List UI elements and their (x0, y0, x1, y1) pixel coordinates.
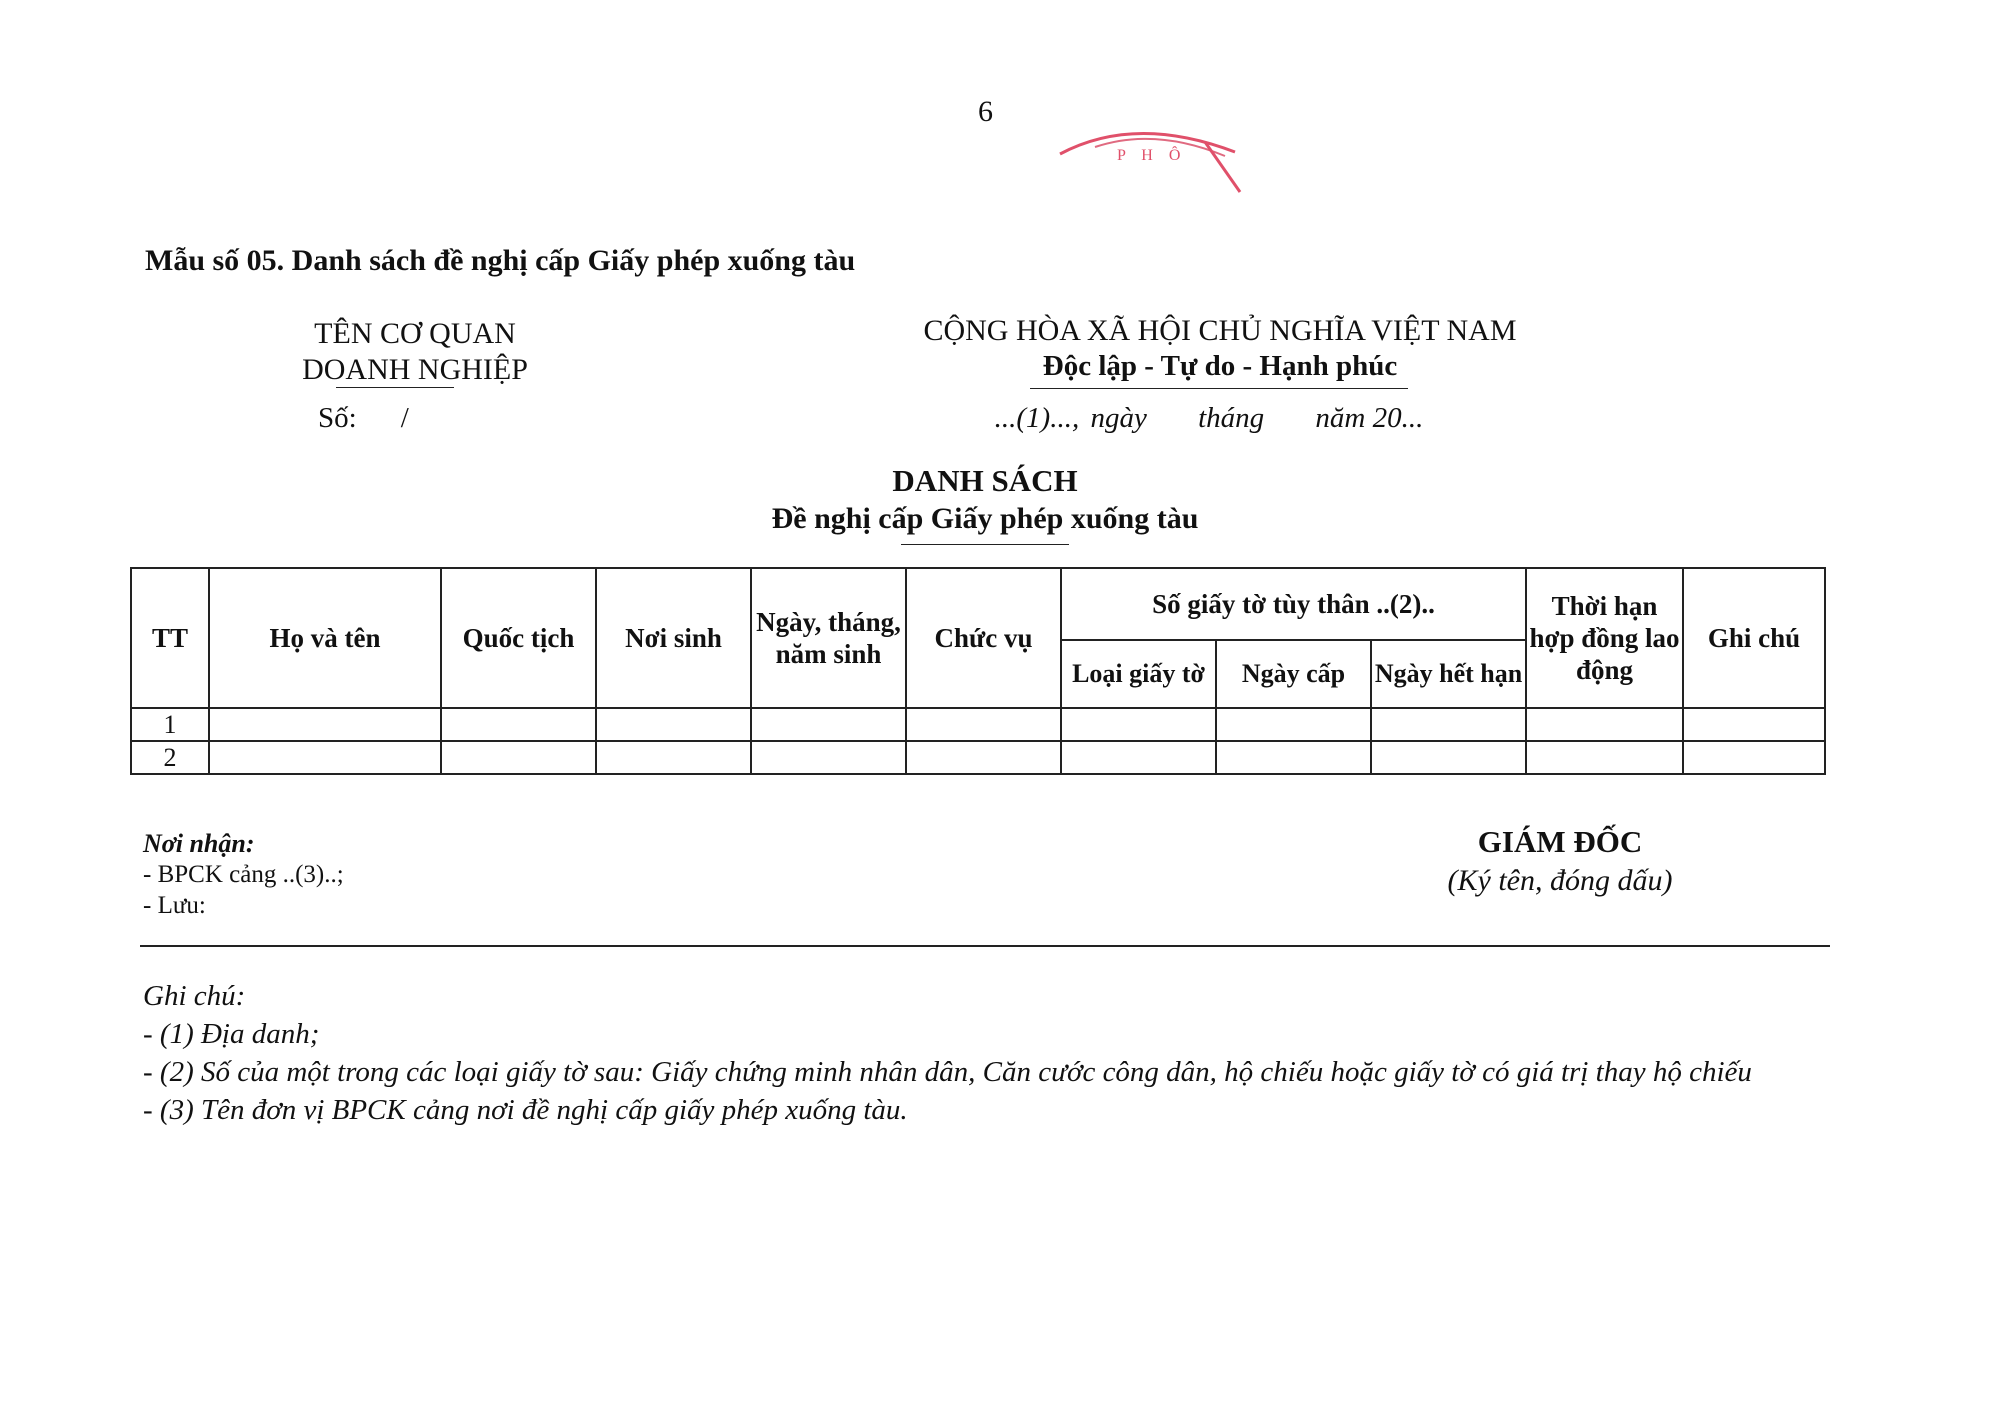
header-tt: TT (131, 568, 209, 708)
document-number (318, 402, 409, 435)
section-divider (140, 945, 1830, 947)
header-expiry-date: Ngày hết hạn (1371, 640, 1526, 708)
cell-contract-term (1526, 741, 1683, 774)
cell-expiry-date (1371, 708, 1526, 741)
year-label: năm 20... (1315, 402, 1424, 434)
table-row (131, 708, 1825, 741)
applicant-table (130, 567, 1826, 775)
cell-id-type (1061, 741, 1216, 774)
signature-instruction: (Ký tên, đóng dấu) (1447, 864, 1673, 897)
cell-contract-term (1526, 708, 1683, 741)
cell-position (906, 708, 1061, 741)
row-number: 2 (131, 741, 209, 774)
svg-text:P H Ô: P H Ô (1117, 147, 1187, 164)
list-heading: DANH SÁCH (892, 463, 1078, 498)
cell-id-type (1061, 708, 1216, 741)
header-full-name: Họ và tên (209, 568, 441, 708)
table-header-row (131, 568, 1825, 640)
cell-note (1683, 708, 1825, 741)
cell-full-name (209, 741, 441, 774)
header-issue-date: Ngày cấp (1216, 640, 1371, 708)
header-birthplace: Nơi sinh (596, 568, 751, 708)
cell-birthplace (596, 741, 751, 774)
page-number: 6 (978, 95, 993, 128)
place-placeholder: ...(1)..., (994, 402, 1080, 434)
header-contract-term: Thời hạn hợp đồng lao động (1526, 568, 1683, 708)
cell-note (1683, 741, 1825, 774)
cell-nationality (441, 741, 596, 774)
notes-heading: Ghi chú: (143, 980, 246, 1012)
cell-birthplace (596, 708, 751, 741)
recipient-item: - BPCK cảng ..(3)..; (143, 861, 344, 888)
month-label: tháng (1198, 402, 1265, 434)
notes-block (143, 977, 1833, 1129)
recipients-block (143, 828, 344, 921)
motto-underline (1030, 388, 1408, 389)
document-number-separator: / (400, 402, 409, 434)
cell-nationality (441, 708, 596, 741)
header-nationality: Quốc tịch (441, 568, 596, 708)
agency-underline (336, 387, 454, 388)
national-motto: Độc lập - Tự do - Hạnh phúc (1042, 350, 1398, 382)
cell-issue-date (1216, 708, 1371, 741)
agency-line-1: TÊN CƠ QUAN (314, 317, 516, 350)
subtitle-underline (901, 544, 1069, 545)
cell-issue-date (1216, 741, 1371, 774)
note-item: - (3) Tên đơn vị BPCK cảng nơi đề nghị cấp giấy phép xuống tàu. (143, 1094, 908, 1126)
note-item: - (1) Địa danh; (143, 1018, 320, 1050)
signature-block (1260, 824, 1860, 898)
agency-name (215, 316, 615, 388)
signer-title: GIÁM ĐỐC (1477, 824, 1643, 859)
cell-expiry-date (1371, 741, 1526, 774)
day-label: ngày (1090, 402, 1147, 434)
cell-date-of-birth (751, 708, 906, 741)
form-title: Mẫu số 05. Danh sách đề nghị cấp Giấy phép xuống tàu (145, 244, 856, 277)
red-seal-stamp (1055, 122, 1255, 197)
cell-date-of-birth (751, 741, 906, 774)
row-number: 1 (131, 708, 209, 741)
cell-position (906, 741, 1061, 774)
table-row (131, 741, 1825, 774)
header-date-of-birth: Ngày, tháng, năm sinh (751, 568, 906, 708)
header-position: Chức vụ (906, 568, 1061, 708)
note-item: - (2) Số của một trong các loại giấy tờ sau: Giấy chứng minh nhân dân, Căn cước công dân, hộ chiếu hoặc giấy tờ có giá trị thay hộ chiếu (143, 1056, 1752, 1088)
recipient-item: - Lưu: (143, 892, 206, 919)
header-note: Ghi chú (1683, 568, 1825, 708)
place-date-line (850, 402, 1590, 435)
header-id-type: Loại giấy tờ (1061, 640, 1216, 708)
recipients-heading: Nơi nhận: (143, 829, 255, 858)
document-number-label: Số: (318, 402, 357, 434)
cell-full-name (209, 708, 441, 741)
list-subtitle: Đề nghị cấp Giấy phép xuống tàu (771, 502, 1199, 535)
agency-line-2: DOANH NGHIỆP (302, 353, 528, 386)
national-title: CỘNG HÒA XÃ HỘI CHỦ NGHĨA VIỆT NAM (923, 314, 1517, 347)
header-id-document-group: Số giấy tờ tùy thân ..(2).. (1061, 568, 1526, 640)
